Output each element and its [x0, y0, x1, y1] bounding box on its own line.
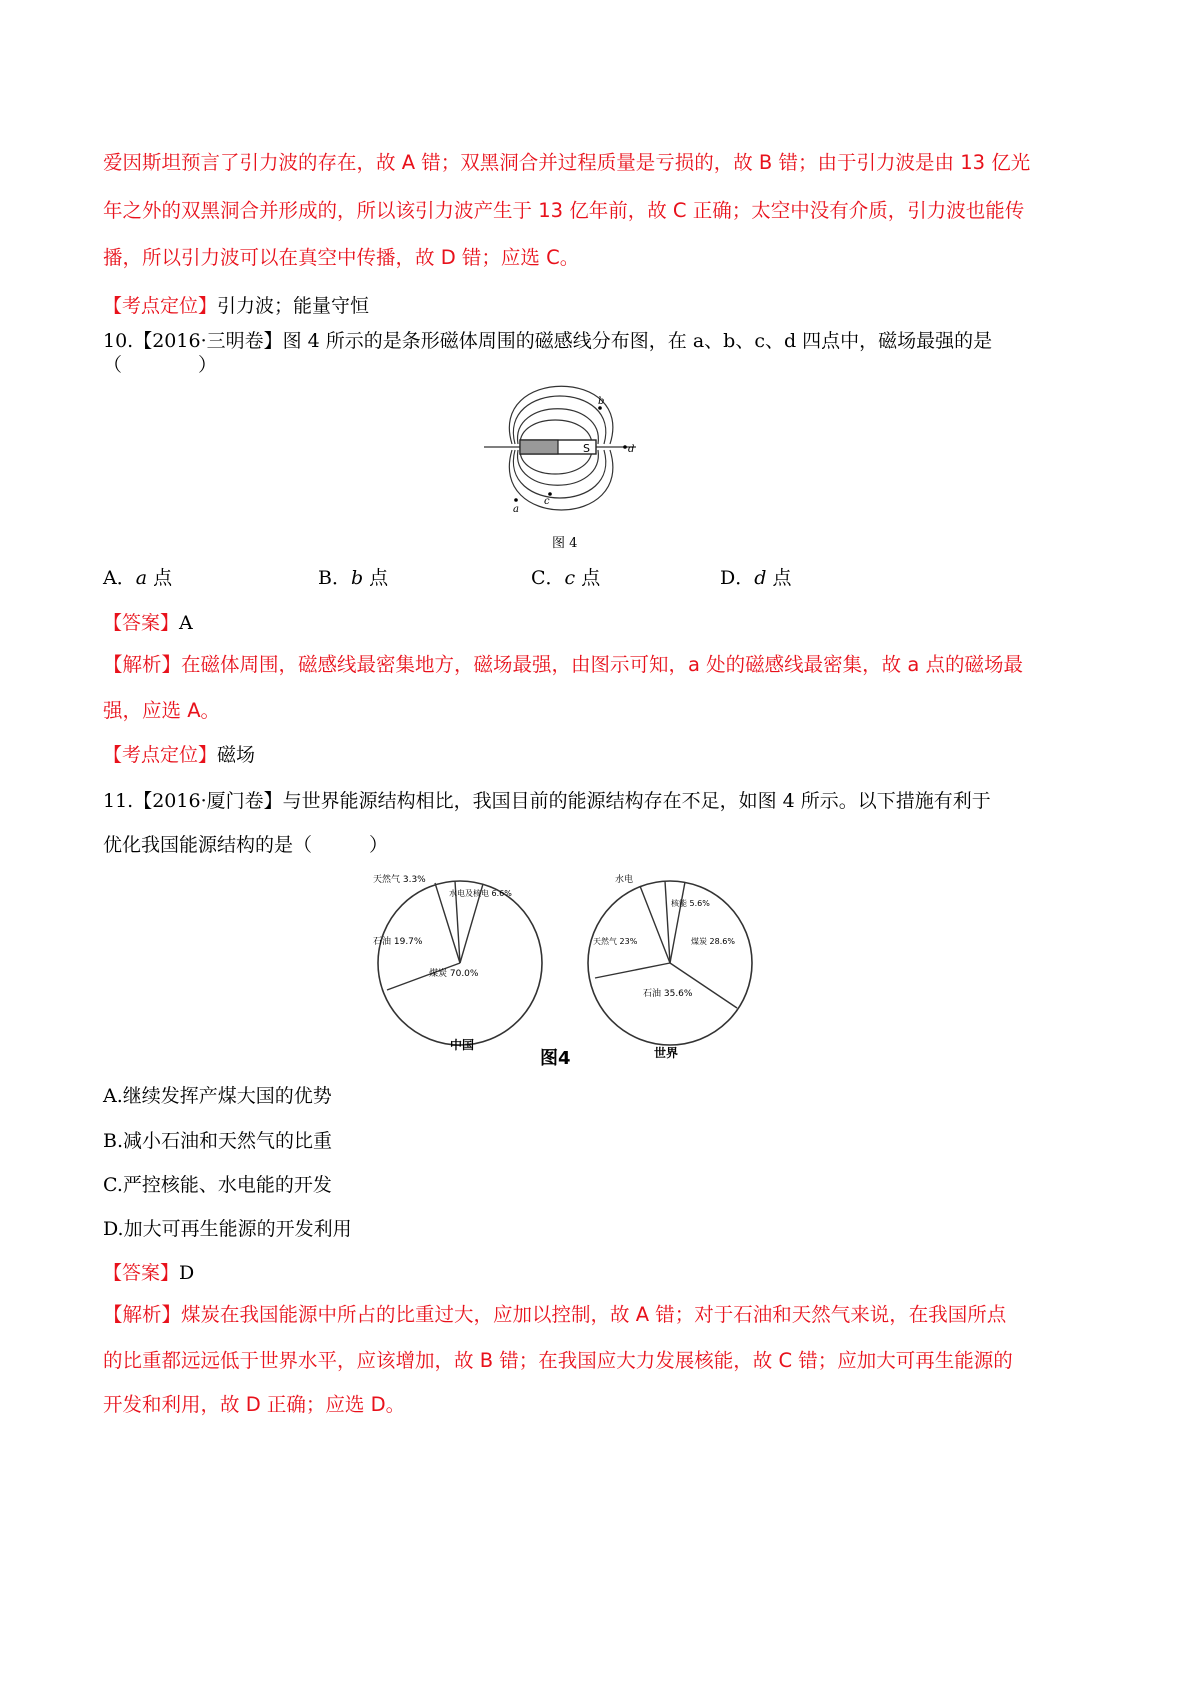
option-suffix: 点 — [575, 567, 601, 589]
question-stem: 图 4 所示的是条形磁体周围的磁感线分布图，在 a、b、c、d 四点中，磁场最强的是 — [282, 330, 993, 352]
kaodian-text: 引力波；能量守恒 — [217, 295, 370, 317]
option-var: b — [350, 567, 364, 589]
q11-stem — [103, 788, 991, 814]
q11-figure-caption: 图4 — [540, 1048, 571, 1069]
q11-option-b: B.减小石油和天然气的比重 — [103, 1130, 333, 1152]
china-label-hydro-nuclear: 水电及核电 6.6% — [449, 889, 512, 898]
q10-stem — [103, 328, 992, 354]
q10-stem-line2: （ ） — [103, 354, 218, 376]
option-var: d — [754, 567, 767, 589]
explanation-tag: 【解析】 — [103, 653, 182, 676]
q10-explanation-line-2: 强，应选 A。 — [103, 699, 221, 722]
option-letter: D． — [720, 567, 755, 589]
q11-option-a: A.继续发挥产煤大国的优势 — [103, 1085, 332, 1107]
question-number: 10. — [103, 330, 134, 352]
option-letter: C． — [531, 567, 565, 589]
option-suffix: 点 — [363, 567, 389, 589]
q10-option-d — [720, 563, 791, 590]
answer-tag: 【答案】 — [103, 1262, 180, 1284]
china-energy-pie — [365, 868, 565, 1058]
question-source: 【2016·厦门卷】 — [133, 790, 283, 812]
option-letter: B． — [318, 567, 351, 589]
q10-kaodian — [103, 742, 255, 768]
q9-kaodian — [103, 293, 369, 319]
answer-text: A — [179, 612, 193, 634]
kaodian-text: 磁场 — [217, 744, 256, 766]
magnet-s-label: S — [583, 442, 590, 455]
explanation-text: 煤炭在我国能源中所占的比重过大，应加以控制，故 A 错；对于石油和天然气来说，在我国所点 — [181, 1303, 1007, 1326]
q11-option-c: C.严控核能、水电能的开发 — [103, 1174, 332, 1196]
point-d-label: d — [628, 444, 635, 455]
magnet-field-figure — [480, 372, 640, 520]
explanation-text: 在磁体周围，磁感线最密集地方，磁场最强，由图示可知，a 处的磁感线最密集，故 a 点的磁场最 — [181, 653, 1024, 676]
q11-stem-line2: 优化我国能源结构的是（ ） — [103, 834, 389, 856]
world-label-nuclear: 核能 5.6% — [671, 899, 710, 908]
q10-answer — [103, 610, 193, 636]
question-stem: 与世界能源结构相比，我国目前的能源结构存在不足，如图 4 所示。以下措施有利于 — [282, 790, 991, 812]
explanation-tag: 【解析】 — [103, 1303, 182, 1326]
question-number: 11. — [103, 790, 134, 812]
point-a-label: a — [513, 504, 519, 515]
question-source: 【2016·三明卷】 — [133, 330, 283, 352]
q11-explanation-line-3: 开发和利用，故 D 正确；应选 D。 — [103, 1393, 406, 1416]
option-suffix: 点 — [147, 567, 173, 589]
china-label-coal: 煤炭 70.0% — [429, 969, 479, 979]
kaodian-tag: 【考点定位】 — [103, 295, 218, 317]
q11-explanation-line-2: 的比重都远远低于世界水平，应该增加，故 B 错；在我国应大力发展核能，故 C 错；应加大可再生能源的 — [103, 1349, 1013, 1372]
option-letter: A． — [103, 567, 136, 589]
kaodian-tag: 【考点定位】 — [103, 744, 218, 766]
answer-tag: 【答案】 — [103, 612, 180, 634]
china-label-natural-gas: 天然气 3.3% — [373, 875, 426, 885]
world-label-oil: 石油 35.6% — [643, 989, 693, 999]
q10-option-b — [318, 563, 388, 590]
china-label-oil: 石油 19.7% — [373, 937, 423, 947]
q11-answer — [103, 1260, 194, 1286]
world-label-hydro: 水电 — [615, 875, 634, 885]
q11-explanation-line-1 — [103, 1302, 1006, 1328]
option-var: c — [564, 567, 576, 589]
q10-explanation-line-1 — [103, 652, 1023, 678]
point-b-label: b — [598, 396, 605, 407]
point-c-label: c — [544, 496, 550, 507]
q10-figure-caption: 图 4 — [552, 536, 578, 551]
prev-explanation-line-3: 播，所以引力波可以在真空中传播，故 D 错；应选 C。 — [103, 246, 580, 269]
option-var: a — [135, 567, 148, 589]
world-label-natural-gas: 天然气 23% — [593, 937, 638, 946]
world-energy-pie — [585, 868, 765, 1058]
option-suffix: 点 — [766, 567, 792, 589]
q11-option-d: D.加大可再生能源的开发利用 — [103, 1218, 352, 1240]
china-chart-title: 中国 — [450, 1038, 475, 1052]
world-chart-title: 世界 — [654, 1046, 679, 1060]
prev-explanation-line-1: 爱因斯坦预言了引力波的存在，故 A 错；双黑洞合并过程质量是亏损的，故 B 错；由于引力波是由 13 亿光 — [103, 151, 1031, 174]
prev-explanation-line-2: 年之外的双黑洞合并形成的，所以该引力波产生于 13 亿年前，故 C 正确；太空中没有介质，引力波也能传 — [103, 199, 1025, 222]
q10-option-c — [531, 563, 600, 590]
q10-option-a — [103, 563, 172, 590]
answer-text: D — [179, 1262, 195, 1284]
world-label-coal: 煤炭 28.6% — [691, 937, 735, 946]
